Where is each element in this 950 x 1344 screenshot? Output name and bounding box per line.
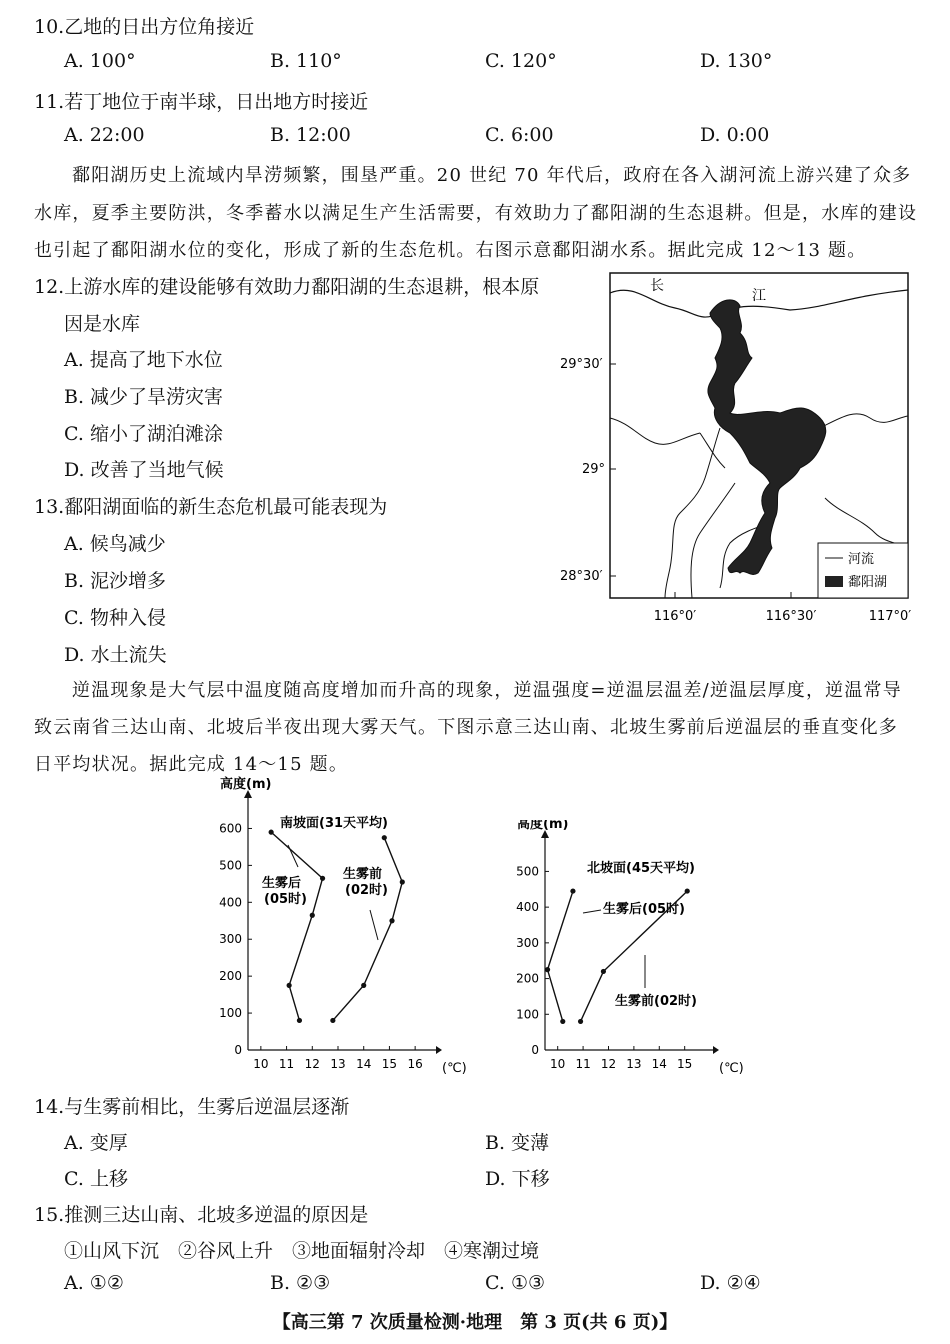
q13-option-a: A. 候鸟减少 <box>64 533 166 555</box>
series-point-1 <box>361 983 366 988</box>
q12-stem-line-2: 因是水库 <box>64 313 141 335</box>
x-tick-label: 15 <box>677 1057 693 1071</box>
legend-lake-label: 鄱阳湖 <box>848 575 888 590</box>
q14-option-c: C. 上移 <box>64 1168 128 1190</box>
q14-option-b: B. 变薄 <box>485 1132 550 1154</box>
series-point-0 <box>560 1019 565 1024</box>
q12-option-d: D. 改善了当地气候 <box>64 459 224 481</box>
q14-stem: 14.与生雾前相比，生雾后逆温层逐渐 <box>34 1096 350 1118</box>
q10-option-b: B. 110° <box>270 50 342 72</box>
chart-title: 南坡面(31天平均) <box>280 816 388 831</box>
y-tick-label: 0 <box>531 1043 539 1057</box>
q15-option-c: C. ①③ <box>485 1272 546 1294</box>
passage1-line-1: 鄱阳湖历史上流域内旱涝频繁，围垦严重。20 世纪 70 年代后，政府在各入湖河流上游兴建了众多 <box>72 165 912 186</box>
yangtze-label-2: 江 <box>752 288 766 304</box>
series-point-0 <box>545 967 550 972</box>
q13-stem: 13.鄱阳湖面临的新生态危机最可能表现为 <box>34 496 388 518</box>
series-label-1: 生雾前 <box>343 867 383 882</box>
q15-option-b: B. ②③ <box>270 1272 331 1294</box>
q14-option-a: A. 变厚 <box>64 1132 128 1154</box>
q13-option-d: D. 水土流失 <box>64 644 167 666</box>
q11-option-a: A. 22:00 <box>64 124 145 146</box>
x-tick-label: 14 <box>651 1057 667 1071</box>
y-tick-label: 600 <box>219 821 242 836</box>
q12-option-a: A. 提高了地下水位 <box>64 349 223 371</box>
series-point-0 <box>287 983 292 988</box>
q12-stem-line-1: 12.上游水库的建设能够有效助力鄱阳湖的生态退耕，根本原 <box>34 276 540 298</box>
series-point-1 <box>389 918 394 923</box>
lon-label-117: 117°0′ <box>868 609 912 624</box>
passage2-line-3: 日平均状况。据此完成 14～15 题。 <box>34 754 349 775</box>
y-tick-label: 300 <box>219 932 242 947</box>
q15-option-d: D. ②④ <box>700 1272 761 1294</box>
y-tick-label: 0 <box>234 1043 242 1057</box>
y-tick-label: 300 <box>516 935 539 950</box>
x-tick-label: 13 <box>626 1057 642 1071</box>
series-label-1: 生雾前(02时) <box>615 994 697 1009</box>
q11-stem: 11.若丁地位于南半球，日出地方时接近 <box>34 91 369 113</box>
yangtze-label-1: 长 <box>650 278 664 294</box>
q11-option-b: B. 12:00 <box>270 124 351 146</box>
x-tick-label: 12 <box>304 1057 320 1071</box>
lat-label-28-30: 28°30′ <box>560 569 603 584</box>
y-tick-label: 500 <box>219 858 242 873</box>
lon-label-116: 116°0′ <box>653 609 697 624</box>
south-slope-chart <box>200 775 470 1080</box>
series-point-0 <box>570 888 575 893</box>
poyang-lake-map <box>540 268 920 628</box>
x-axis-label: (℃) <box>719 1061 744 1076</box>
series-line-0 <box>548 891 573 1021</box>
lat-label-29: 29° <box>582 462 606 477</box>
passage1-line-2: 水库，夏季主要防洪，冬季蓄水以满足生产生活需要，有效助力了鄱阳湖的生态退耕。但是，水库的建设 <box>34 203 918 224</box>
q15-items: ①山风下沉 ②谷风上升 ③地面辐射冷却 ④寒潮过境 <box>64 1240 540 1262</box>
y-tick-label: 100 <box>516 1007 539 1022</box>
q12-option-c: C. 缩小了湖泊滩涂 <box>64 423 223 445</box>
y-tick-label: 200 <box>516 971 539 986</box>
lat-label-29-30: 29°30′ <box>560 357 603 372</box>
legend-lake-swatch <box>825 576 843 587</box>
x-tick-label: 10 <box>550 1057 566 1071</box>
chart-title: 北坡面(45天平均) <box>587 861 695 876</box>
y-tick-label: 400 <box>219 895 242 910</box>
passage2-line-1: 逆温现象是大气层中温度随高度增加而升高的现象，逆温强度=逆温层温差/逆温层厚度，逆温常导 <box>72 680 902 701</box>
q14-option-d: D. 下移 <box>485 1168 550 1190</box>
series-pointer-0 <box>288 845 298 867</box>
series-point-1 <box>330 1018 335 1023</box>
series-point-1 <box>400 879 405 884</box>
legend-river-label: 河流 <box>848 552 875 567</box>
y-axis-label: 高度(m) <box>517 820 569 832</box>
x-tick-label: 11 <box>575 1057 591 1071</box>
series-label-time-0: (05时) <box>264 892 307 907</box>
series-point-0 <box>310 913 315 918</box>
x-axis-label: (℃) <box>442 1061 467 1076</box>
series-pointer-1 <box>370 910 378 940</box>
series-point-1 <box>578 1019 583 1024</box>
q10-option-d: D. 130° <box>700 50 773 72</box>
q10-stem: 10.乙地的日出方位角接近 <box>34 16 255 38</box>
series-pointer-0 <box>583 910 601 913</box>
series-point-0 <box>269 830 274 835</box>
x-axis-arrow <box>713 1046 719 1054</box>
series-point-1 <box>601 969 606 974</box>
y-tick-label: 200 <box>219 969 242 984</box>
q15-stem: 15.推测三达山南、北坡多逆温的原因是 <box>34 1204 369 1226</box>
x-tick-label: 15 <box>381 1057 398 1071</box>
series-point-0 <box>320 876 325 881</box>
series-point-0 <box>297 1018 302 1023</box>
series-point-1 <box>685 888 690 893</box>
q13-option-b: B. 泥沙增多 <box>64 570 167 592</box>
x-tick-label: 10 <box>253 1057 269 1071</box>
q13-option-c: C. 物种入侵 <box>64 607 166 629</box>
lon-label-116-30: 116°30′ <box>765 609 817 624</box>
y-tick-label: 500 <box>516 864 539 879</box>
passage2-line-2: 致云南省三达山南、北坡后半夜出现大雾天气。下图示意三达山南、北坡生雾前后逆温层的垂直变化多 <box>34 717 898 738</box>
series-label-time-1: (02时) <box>345 883 388 898</box>
x-tick-label: 16 <box>407 1057 423 1071</box>
y-tick-label: 400 <box>516 900 539 915</box>
q12-option-b: B. 减少了旱涝灾害 <box>64 386 224 408</box>
q11-option-c: C. 6:00 <box>485 124 554 146</box>
y-axis-label: 高度(m) <box>220 777 272 792</box>
x-tick-label: 12 <box>600 1057 617 1071</box>
north-slope-chart <box>505 820 745 1080</box>
q15-option-a: A. ①② <box>64 1272 124 1294</box>
x-axis-arrow <box>436 1046 442 1054</box>
x-tick-label: 11 <box>278 1057 295 1071</box>
series-line-1 <box>333 838 402 1021</box>
x-tick-label: 14 <box>356 1057 372 1071</box>
passage1-line-3: 也引起了鄱阳湖水位的变化，形成了新的生态危机。右图示意鄱阳湖水系。据此完成 12～13 题。 <box>34 240 867 261</box>
series-label-0: 生雾后(05时) <box>603 902 685 917</box>
series-point-1 <box>382 835 387 840</box>
series-line-0 <box>271 832 322 1020</box>
series-label-0: 生雾后 <box>262 876 302 891</box>
page-footer: 【高三第 7 次质量检测·地理 第 3 页(共 6 页)】 <box>272 1312 678 1333</box>
y-tick-label: 100 <box>219 1006 242 1021</box>
x-tick-label: 13 <box>330 1057 346 1071</box>
q10-option-a: A. 100° <box>64 50 136 72</box>
q11-option-d: D. 0:00 <box>700 124 770 146</box>
q10-option-c: C. 120° <box>485 50 557 72</box>
